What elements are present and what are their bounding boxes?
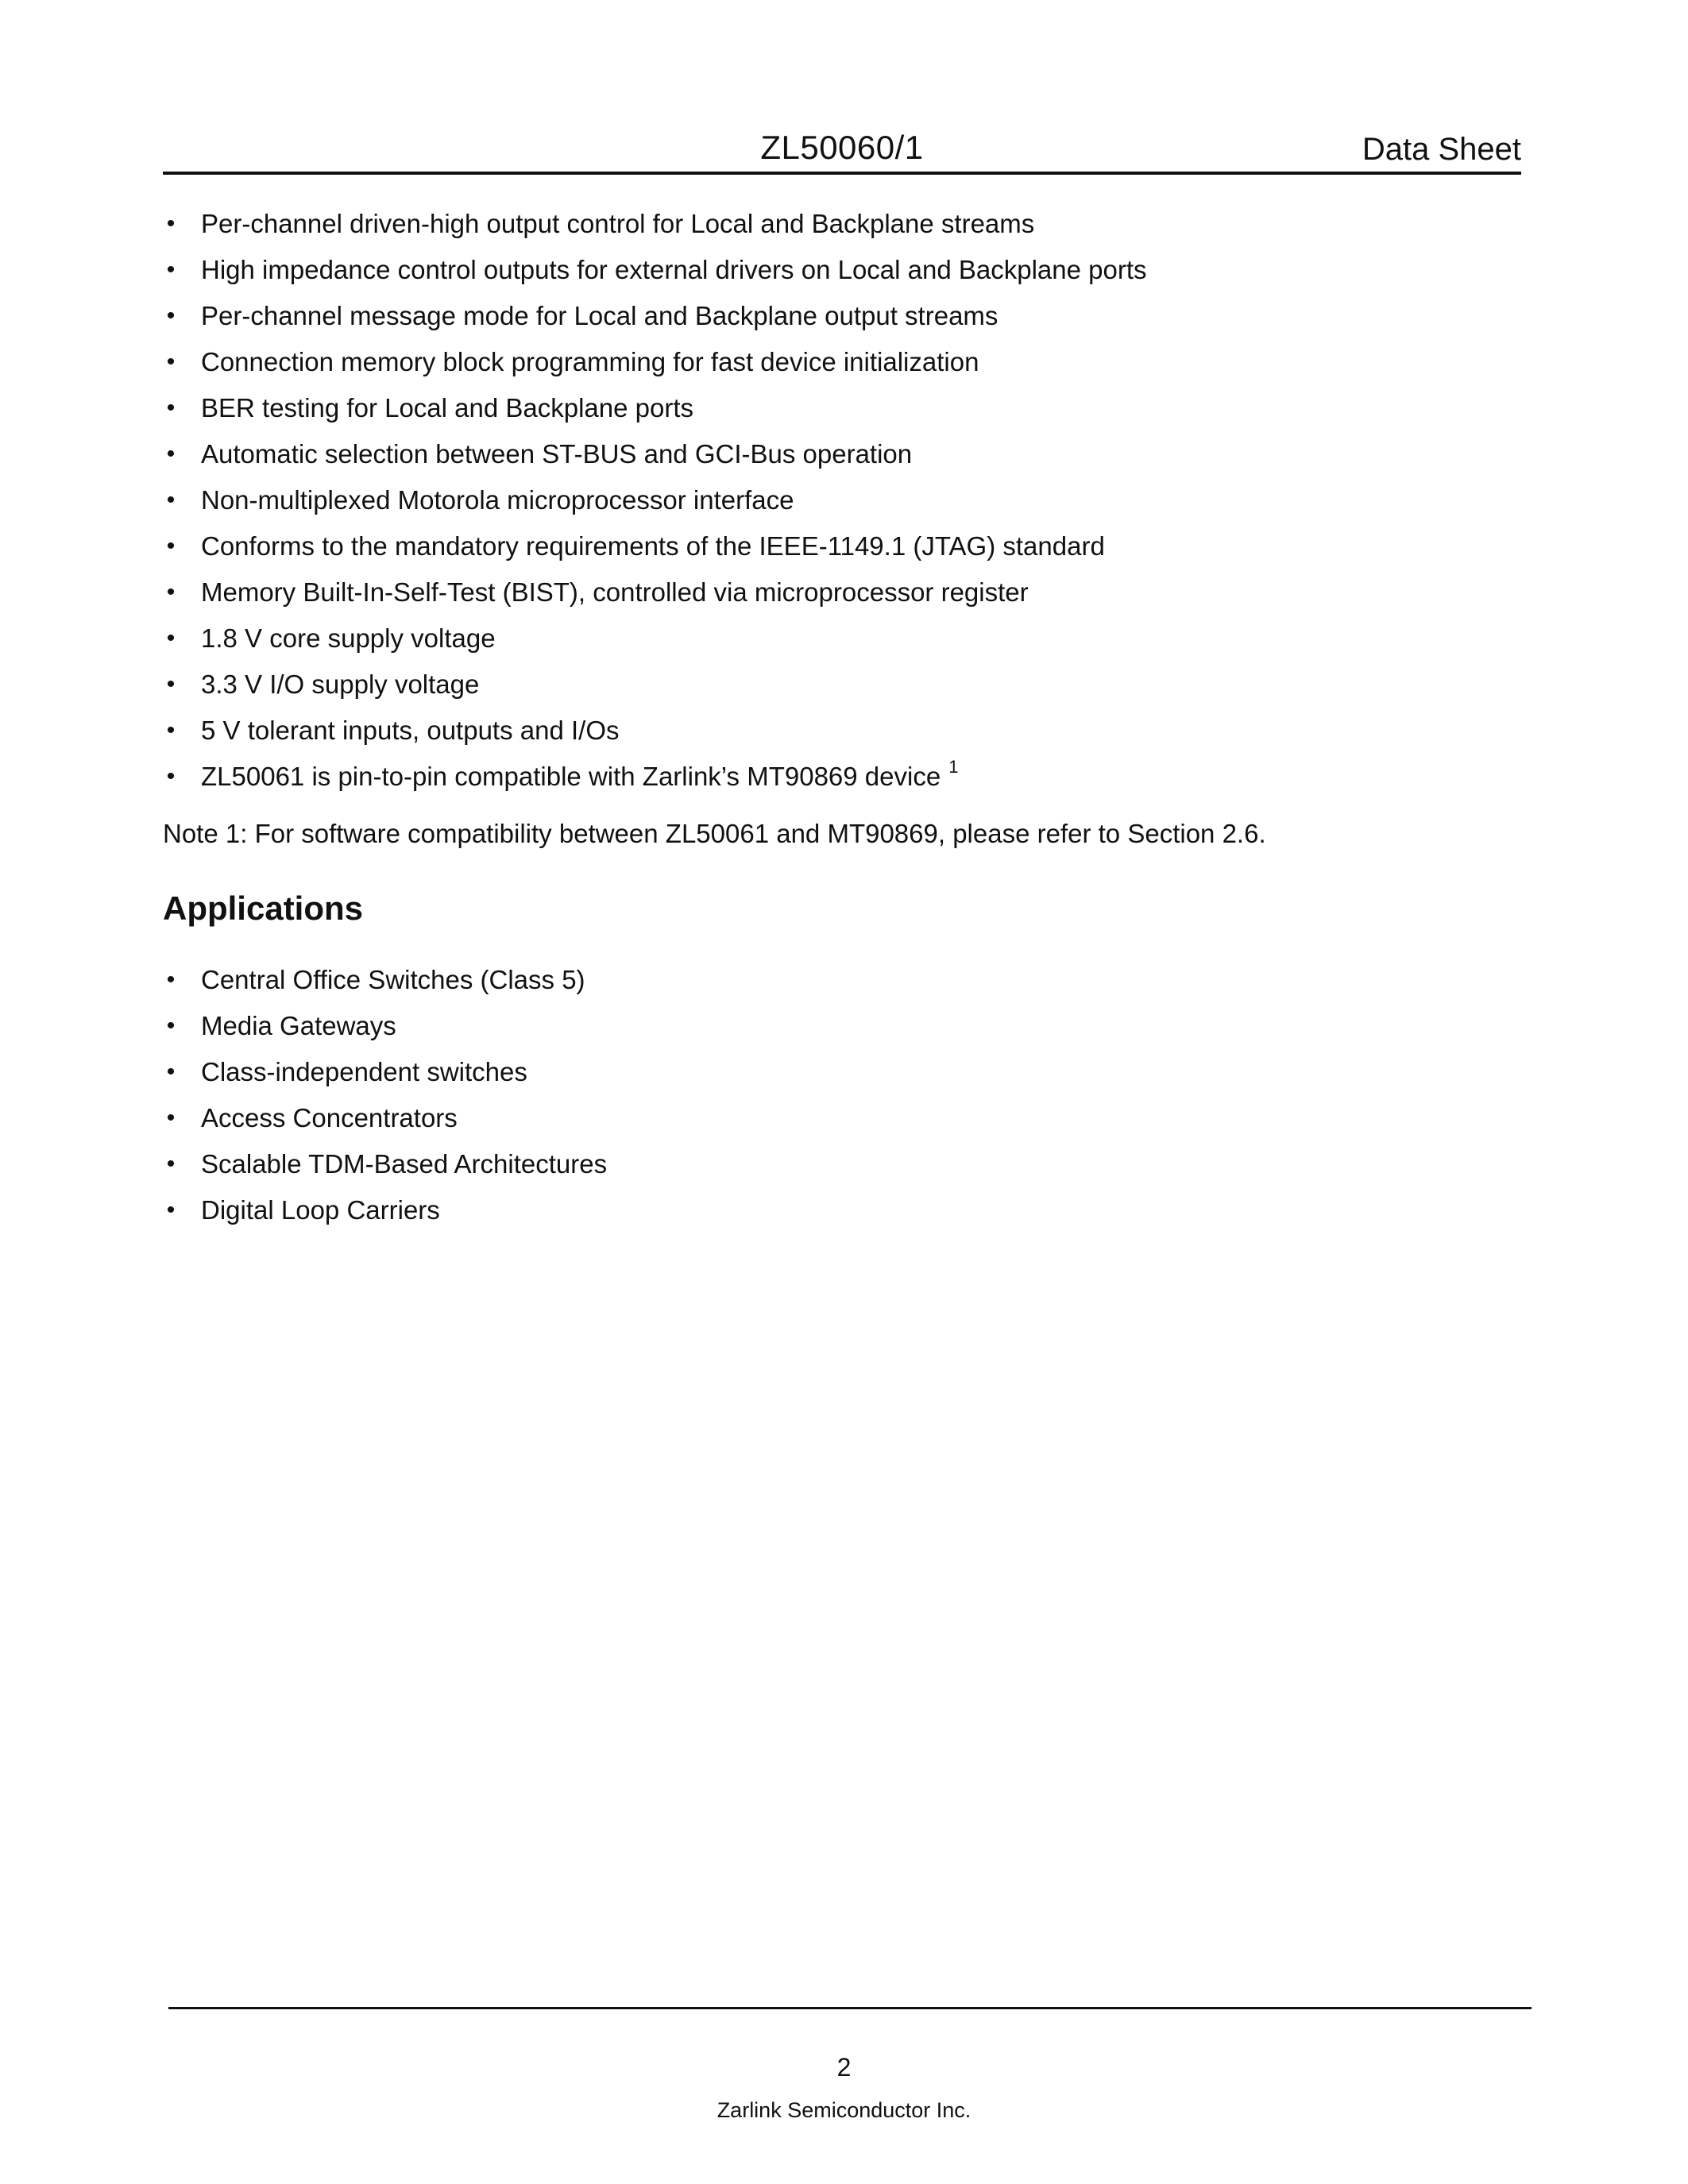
- list-item: [163, 385, 1513, 431]
- bullet-icon: •: [166, 967, 176, 993]
- list-item: [163, 293, 1513, 339]
- feature-text: Per-channel message mode for Local and Backplane output streams: [201, 301, 999, 330]
- bullet-icon: •: [166, 1105, 176, 1131]
- page-number: 2: [836, 2053, 852, 2082]
- feature-text: Connection memory block programming for fast device initialization: [201, 347, 979, 376]
- list-item: [163, 615, 1513, 662]
- bullet-icon: •: [166, 349, 176, 375]
- bullet-icon: •: [166, 671, 176, 697]
- applications-list: [163, 957, 1513, 1233]
- bullet-icon: •: [166, 257, 176, 283]
- list-item: [163, 662, 1513, 708]
- application-text: Access Concentrators: [201, 1103, 458, 1133]
- list-item: [163, 431, 1513, 477]
- feature-text: Non-multiplexed Motorola microprocessor interface: [201, 485, 794, 515]
- bullet-icon: •: [166, 763, 176, 789]
- bullet-icon: •: [166, 441, 176, 467]
- list-item: [163, 957, 1513, 1003]
- footnote-marker: 1: [948, 757, 959, 777]
- footer-divider: [168, 2007, 1532, 2009]
- feature-text: Automatic selection between ST-BUS and GCI-Bus operation: [201, 439, 913, 469]
- bullet-icon: •: [166, 303, 176, 329]
- bullet-icon: •: [166, 1151, 176, 1177]
- bullet-icon: •: [166, 487, 176, 513]
- feature-text: 5 V tolerant inputs, outputs and I/Os: [201, 716, 620, 745]
- feature-text: 3.3 V I/O supply voltage: [201, 669, 480, 699]
- feature-text: Per-channel driven-high output control for Local and Backplane streams: [201, 209, 1035, 238]
- bullet-icon: •: [166, 579, 176, 605]
- compatibility-note: Note 1: For software compatibility between ZL50061 and MT90869, please refer to Section 2.6.: [163, 819, 1266, 848]
- feature-text: Memory Built-In-Self-Test (BIST), controlled via microprocessor register: [201, 577, 1029, 607]
- features-list: [163, 201, 1513, 800]
- bullet-icon: •: [166, 210, 176, 237]
- list-item: [163, 708, 1513, 754]
- applications-heading: Applications: [163, 889, 364, 927]
- list-item: [163, 247, 1513, 293]
- list-item: [163, 477, 1513, 523]
- bullet-icon: •: [166, 533, 176, 559]
- application-text: Class-independent switches: [201, 1057, 527, 1086]
- list-item: [163, 1003, 1513, 1049]
- document-title: ZL50060/1: [760, 129, 924, 166]
- feature-text: Conforms to the mandatory requirements of the IEEE-1149.1 (JTAG) standard: [201, 531, 1105, 561]
- application-text: Scalable TDM-Based Architectures: [201, 1149, 608, 1179]
- list-item: [163, 1141, 1513, 1187]
- list-item: [163, 1049, 1513, 1095]
- application-text: Central Office Switches (Class 5): [201, 965, 585, 994]
- list-item: [163, 754, 1513, 800]
- company-name: Zarlink Semiconductor Inc.: [717, 2098, 971, 2122]
- page-header: [163, 119, 1521, 176]
- bullet-icon: •: [166, 625, 176, 651]
- bullet-icon: •: [166, 1013, 176, 1039]
- list-item: [163, 339, 1513, 385]
- document-type: Data Sheet: [1362, 132, 1521, 167]
- application-text: Digital Loop Carriers: [201, 1195, 440, 1225]
- header-divider: [163, 172, 1521, 175]
- bullet-icon: •: [166, 717, 176, 743]
- bullet-icon: •: [166, 1197, 176, 1223]
- bullet-icon: •: [166, 395, 176, 421]
- application-text: Media Gateways: [201, 1011, 396, 1040]
- feature-text: BER testing for Local and Backplane ports: [201, 393, 694, 423]
- list-item: [163, 201, 1513, 247]
- list-item: [163, 569, 1513, 615]
- list-item: [163, 1095, 1513, 1141]
- list-item: [163, 523, 1513, 569]
- feature-text: High impedance control outputs for external drivers on Local and Backplane ports: [201, 255, 1147, 284]
- bullet-icon: •: [166, 1059, 176, 1085]
- feature-text: ZL50061 is pin-to-pin compatible with Zarlink’s MT90869 device: [201, 762, 941, 791]
- feature-text: 1.8 V core supply voltage: [201, 623, 496, 653]
- list-item: [163, 1187, 1513, 1233]
